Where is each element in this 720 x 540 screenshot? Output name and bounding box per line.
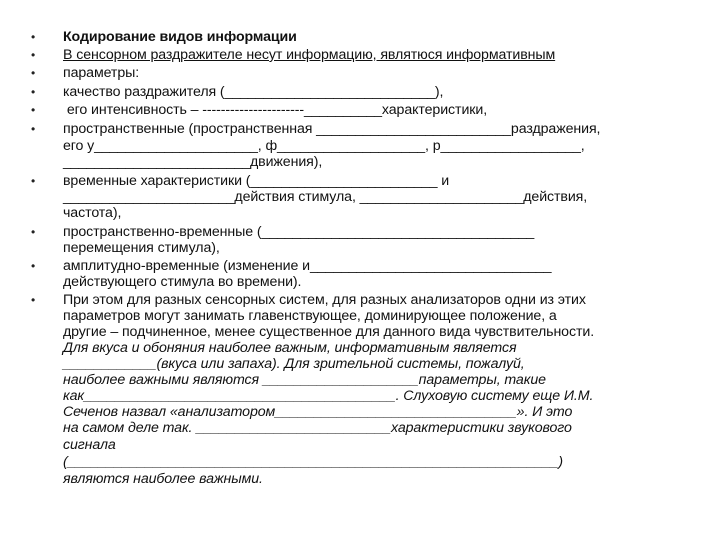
- text-line: его интенсивность – ----------------------__________характеристики,: [63, 102, 488, 118]
- bullet: •: [31, 259, 36, 273]
- text-line: временные характеристики (________________________ и: [63, 173, 450, 189]
- text-line: Для вкуса и обоняния наиболее важным, информативным является: [63, 340, 517, 356]
- text-line: качество раздражителя (___________________________),: [63, 84, 444, 100]
- text-line: амплитудно-временные (изменение и_______________________________: [63, 258, 552, 274]
- text-line: пространственные (пространственная _________________________раздражения,: [63, 121, 601, 137]
- text-line: другие – подчиненное, менее существенное для данного вида чувствительности.: [63, 324, 595, 340]
- text-line: его у_____________________, ф___________________, р__________________,: [63, 138, 585, 154]
- bullet: •: [31, 48, 36, 62]
- text-line: (_______________________________________________________________): [63, 454, 564, 470]
- bullet: •: [31, 293, 36, 307]
- text-line: В сенсорном раздражителе несут информацию, являтюся информативным: [63, 47, 556, 63]
- bullet: •: [31, 85, 36, 99]
- bullet: •: [31, 225, 36, 239]
- text-line: частота),: [63, 205, 122, 221]
- text-line: ______________________действия стимула, _____________________действия,: [63, 189, 588, 205]
- text-line: При этом для разных сенсорных систем, для разных анализаторов одни из этих: [63, 292, 586, 308]
- text-line: наиболее важными являются ____________________параметры, такие: [63, 372, 546, 388]
- text-line: ____________(вкуса или запаха). Для зрительной системы, пожалуй,: [63, 356, 525, 372]
- text-line: как________________________________________. Слуховую систему еще И.М.: [63, 388, 594, 404]
- text-line: являются наиболее важными.: [63, 471, 263, 487]
- text-line: ________________________движения),: [63, 154, 323, 170]
- text-line: перемещения стимула),: [63, 240, 220, 256]
- text-line: пространственно-временные (___________________________________: [63, 224, 535, 240]
- bullet: •: [31, 122, 36, 136]
- text-line: сигнала: [63, 437, 116, 453]
- bullet: •: [31, 30, 36, 44]
- text-line: параметров могут занимать главенствующее, доминирующее положение, а: [63, 308, 557, 324]
- text-line: Сеченов назвал «анализатором_______________________________». И это: [63, 404, 573, 420]
- text-line: на самом деле так. _________________________характеристики звукового: [63, 420, 572, 436]
- bullet: •: [31, 103, 36, 117]
- bullet: •: [31, 66, 36, 80]
- text-line: параметры:: [63, 65, 140, 81]
- heading: Кодирование видов информации: [63, 29, 297, 45]
- text-line: действующего стимула во времени).: [63, 274, 302, 290]
- bullet: •: [31, 174, 36, 188]
